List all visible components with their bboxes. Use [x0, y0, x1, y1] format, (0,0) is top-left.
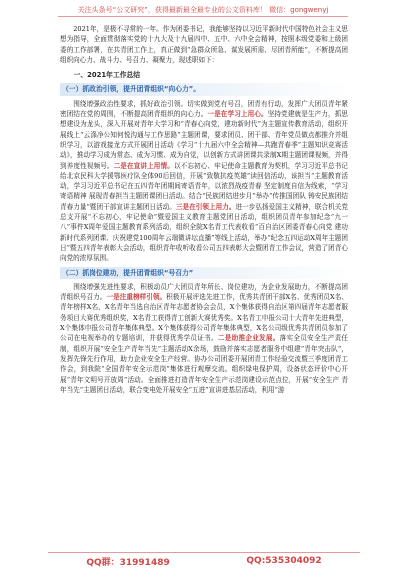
document-body: [60, 24, 348, 395]
header-banner-text: 关注头条号“公文研究”，获得最新最全最专业的公文资料库！ 微信：gongwenyj: [77, 6, 329, 14]
intro-paragraph: 2021年，是极不寻常的一年。作为团委书记，我能够坚持以习近平新时代中国特色社会主义思想为指导，全面贯彻落实党的十九大及十九届四中、五中、六中全会精神，按照本级党委和上级团委的工作部署，在共青团工作上，真正做到“急群众所急、谋发展所需、尽团青所能”，不断提高团组织向心力、战斗力、号召力、凝聚力，现述职如下：: [60, 25, 348, 64]
header-banner: [58, 4, 348, 17]
paragraph-post-contribution: [60, 282, 348, 395]
section-title: 一、2021年工作总结: [73, 71, 141, 80]
text-run: 积极开展评选先进工作，优秀共青团干部X名、优秀团员X名、青年榜样X名，X名青年当选自治区青年志愿者协会会员，X个集体获得自治区第四届青年志愿者服务项目大赛优秀组织奖，X名青工获得青工创新大赛优秀奖。X名青工申报公司十大青年先进典型，X个集体申报公司青年集体典型。X个集体获得公司青年集体典型，X名公司级优秀共青团员参加了公司在电视举办的专题培训，并获得优秀学员证书。: [60, 293, 349, 343]
text-run: 围绕增强先进性要求，积极动员广大团员青年所长、岗位建功，为企业发展助力，不断提高团青组织号召力。: [60, 282, 348, 302]
text-run: 坚持党建就是生产力，抓思想建设为龙头，深入开展对青年大学习和“青春心向党，建功新时代”为主题宣传教育活动，组织开展线上“云涤净公知何悦沟通与工作思路”主题团课，要求团员、团干部、青年党员做点都推介并组织学习，以游戏接龙方式开展团日活动《学习“十九届六中全会精神—共跑青春季”主题知识竞赛活动》，推动学习成为常态、成为习惯、成为自觉，以创新方式讲团课共录制X期主题团课视频，并得到养度性视频号。: [60, 110, 349, 170]
footer-qq-group: QQ群：31991489: [86, 557, 170, 568]
footer-banner: [48, 552, 360, 569]
text-run: 落实全员安全生产责任制，组织开展“安全生产青年当先”主题活动X余场，鼓励并落实志愿者服务中组建“青年突击队”，发挥先锋先行作用，助力企业安全生产经营。协办公司团委开展团青工作经验交流暨三季度团青工作会，到我院“全国青年安全示范岗”集体进行观摩交流。组织绿电保护周，设备状态评价中心开展“青年文明号开放周”活动。全面推进打造青年安全生产示范岗建设示范点位，开展“安全生产 青年当先”主题团日活动，联合变电处开展安全“五进”宣讲进基层活动，利用“游: [60, 334, 349, 394]
text-run: 进一步弘扬爱国主义精神，联合机关党总支开展“不忘初心，牢记使命”暨爱国主义教育主题党团日活动，组织团员青年参加纪念“九一八”事件X周年爱国主题教育系列活动，组织全院X名青工代表收看“百自治区团委青春心向党 建功新时代系列团课、庆祝建党100周年云端微讲坛直播”等线上活动，举办“纪念五四运动X周年主题团日”暨五四青年表彰大会活动，组织青年收听收看公司五四表彰大会暨团青工作会议，营造了团青心向党的浓厚氛围。: [60, 202, 349, 263]
paragraph-political-guidance: [60, 99, 348, 264]
highlight-text: 二是在宣讲上用情。: [113, 161, 174, 170]
highlight-text: 一是在学习上用心。: [207, 110, 268, 119]
text-run: 以不忘初心、牢记使命主题教育为契机，学习习近平总书记给北京民科大学援鄂医疗队全体90后回信，开展“致敬抗疫英雄”读回信活动，该担当“主题教育活动，学习习近平总书记在五四青年团期间寄语青年，以浓烈战疫青春 坚定制度自信为线索，“学习寄语精神 展现青春担当主题团课团日活动。结合“民族团结进步月”举办“传推国团队 铸安民族团结青春力量”暨团干部宣讲主题团日活动。: [60, 161, 349, 211]
subsection-title-2: （二）抓岗位建功，提升团青组织“号召力”: [60, 267, 348, 279]
subsection-title-1: （一）抓政治引领，提升团青组织“向心力”。: [60, 83, 348, 95]
highlight-text: 一是注重榜样引领。: [106, 293, 167, 302]
highlight-text: 三是在引领上用力。: [175, 202, 236, 211]
footer-qq-contact: QQ:535304092: [246, 556, 322, 566]
text-run: 围绕增强政治性要求，抓好政治引领。切实做到党有号召，团青有行动，发挥广大团员青年紧密团结在党的周围，不断提高团青组织的向心力。: [60, 99, 348, 119]
highlight-text: 二是助推企业发展。: [217, 334, 280, 343]
